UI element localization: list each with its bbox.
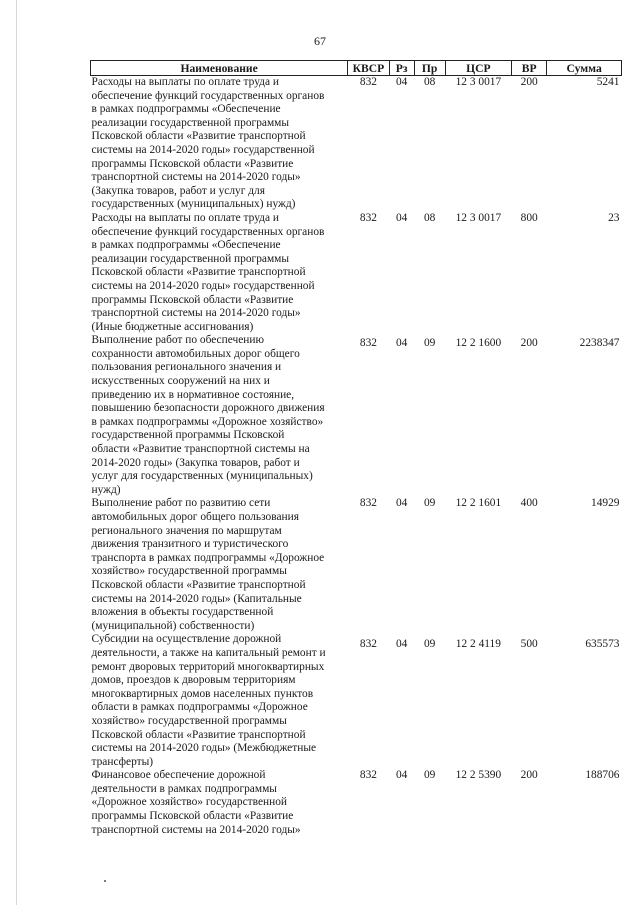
row-name-line: Псковской области «Развитие транспортной [91,728,306,741]
table-row [91,633,622,769]
row-csr-cell: 12 3 0017 [455,211,502,224]
row-name-line: «Дорожное хозяйство» государственной [91,796,288,809]
row-rz-cell: 04 [395,769,408,782]
row-name-line: нужд) [91,483,121,496]
row-name-cell [91,76,348,212]
row-name-cell [91,334,348,497]
row-sum-cell: 188706 [585,769,620,782]
row-name-line: Псковской области «Развитие транспортной [91,578,306,591]
row-name-line: программы Псковской области «Развитие [91,293,294,306]
row-name-cell [91,769,348,837]
header-kvsr: КВСР [348,61,389,76]
row-name-line: обеспечение функций государственных органов [91,89,325,102]
row-rz-cell: 04 [395,638,408,651]
row-csr-cell: 12 3 0017 [455,76,502,88]
header-rz: Рз [389,61,414,76]
scan-edge-line [16,0,17,905]
row-name-line: программы Псковской области «Развитие [91,810,294,823]
row-name-line: Расходы на выплаты по оплате труда и [91,76,279,88]
row-name-cell [91,633,348,769]
row-pr-cell: 09 [423,769,436,782]
row-csr-cell: 12 2 5390 [455,769,502,782]
row-pr-cell: 08 [423,76,436,88]
row-rz-cell: 04 [395,76,408,88]
row-name-line: автомобильных дорог общего пользования [91,511,299,523]
row-name-line: государственных (муниципальных) нужд) [91,198,296,211]
row-pr-cell: 09 [423,497,436,510]
table-row [91,769,622,837]
row-name-line: трансферты) [91,755,154,768]
row-pr-cell: 09 [423,337,436,350]
row-name-line: (Иные бюджетные ассигнования) [91,320,254,333]
row-vr-cell: 200 [520,337,538,350]
table-header-row [91,61,622,76]
row-name-cell [91,212,348,334]
row-name-line: 2014-2020 годы» (Закупка товаров, работ и [91,456,300,469]
scan-speck [104,880,106,882]
row-kvsr-cell: 832 [359,497,377,510]
row-sum-cell: 23 [608,211,620,224]
row-name-line: области «Развитие транспортной системы на [91,443,310,456]
row-kvsr-cell: 832 [359,76,377,88]
budget-table [90,60,622,837]
row-csr-cell: 12 2 1601 [455,497,502,510]
table-row [91,212,622,334]
row-sum-cell: 14929 [591,497,620,510]
row-name-line: программы Псковской области «Развитие [91,157,294,170]
row-name-line: системы на 2014-2020 годы» (Межбюджетные [91,742,317,755]
row-name-line: Выполнение работ по обеспечению [91,334,264,347]
row-name-line: Псковской области «Развитие транспортной [91,266,306,279]
row-pr-cell: 08 [423,211,436,224]
table-body [91,76,622,838]
row-name-line: регионального значения по маршрутам [91,524,282,537]
row-name-line: Расходы на выплаты по оплате труда и [91,211,279,224]
row-rz-cell: 04 [395,497,408,510]
row-name-line: системы на 2014-2020 годы» государственной [91,279,315,292]
row-name-line: искусственных сооружений на них и [91,375,270,388]
row-name-line: транспорта в рамках подпрограммы «Дорожное [91,551,325,564]
row-name-line: деятельности, а также на капитальный ремонт и [91,646,326,659]
row-rz-cell: 04 [395,211,408,224]
row-name-line: области в рамках подпрограммы «Дорожное [91,701,308,714]
table-row [91,497,622,633]
row-name-line: вложения в объекты государственной [91,606,274,619]
row-rz-cell: 04 [395,337,408,350]
row-name-line: (муниципальной) собственности) [91,619,255,632]
row-sum-cell: 635573 [585,638,620,651]
row-name-cell [91,497,348,633]
row-vr-cell: 400 [520,497,538,510]
row-kvsr-cell: 832 [359,638,377,651]
row-name-line: повышению безопасности дорожного движения [91,402,325,415]
row-vr-cell: 200 [520,76,538,88]
row-name-line: движения транзитного и туристического [91,538,289,551]
row-name-line: системы на 2014-2020 годы» государственной [91,143,315,156]
row-pr-cell: 09 [423,638,436,651]
row-vr-cell: 800 [520,211,538,224]
row-kvsr-cell: 832 [359,337,377,350]
row-name-line: услуг для государственных (муниципальных) [91,470,313,483]
table-row [91,334,622,497]
row-kvsr-cell: 832 [359,211,377,224]
row-name-line: транспортной системы на 2014-2020 годы» [91,307,301,320]
row-name-line: сохранности автомобильных дорог общего [91,347,300,360]
header-vr: ВР [512,61,547,76]
row-name-line: многоквартирных домов населенных пунктов [91,687,314,700]
table-row [91,76,622,212]
row-csr-cell: 12 2 1600 [455,337,502,350]
header-sum: Сумма [547,61,622,76]
row-name-line: реализации государственной программы [91,252,290,265]
row-name-line: хозяйство» государственной программы [91,565,287,578]
row-name-line: домов, проездов к дворовым территориям [91,674,296,687]
row-name-line: Финансовое обеспечение дорожной [91,769,266,782]
header-pr: Пр [414,61,445,76]
row-name-line: (Закупка товаров, работ и услуг для [91,184,265,197]
page-number: 67 [314,34,326,48]
row-name-line: Выполнение работ по развитию сети [91,497,271,510]
row-sum-cell: 2238347 [579,337,620,350]
row-name-line: хозяйство» государственной программы [91,714,287,727]
row-name-line: транспортной системы на 2014-2020 годы» [91,171,301,184]
row-vr-cell: 200 [520,769,538,782]
row-name-line: транспортной системы на 2014-2020 годы» [91,823,301,836]
row-name-line: пользования регионального значения и [91,361,282,374]
row-name-line: Субсидии на осуществление дорожной [91,633,282,646]
header-name: Наименование [91,61,348,76]
row-vr-cell: 500 [520,638,538,651]
row-name-line: реализации государственной программы [91,116,290,129]
row-sum-cell: 5241 [596,76,620,88]
row-name-line: в рамках подпрограммы «Обеспечение [91,103,281,116]
row-name-line: деятельности в рамках подпрограммы [91,782,277,795]
row-name-line: системы на 2014-2020 годы» (Капитальные [91,592,302,605]
row-name-line: ремонт дворовых территорий многоквартирных [91,660,325,673]
row-name-line: в рамках подпрограммы «Обеспечение [91,239,281,252]
row-kvsr-cell: 832 [359,769,377,782]
row-name-line: приведению их в нормативное состояние, [91,388,295,401]
row-name-line: обеспечение функций государственных органов [91,225,325,238]
row-name-line: государственной программы Псковской [91,429,285,442]
row-name-line: Псковской области «Развитие транспортной [91,130,306,143]
header-csr: ЦСР [445,61,511,76]
row-name-line: в рамках подпрограммы «Дорожное хозяйство» [91,415,324,428]
row-csr-cell: 12 2 4119 [455,638,501,651]
